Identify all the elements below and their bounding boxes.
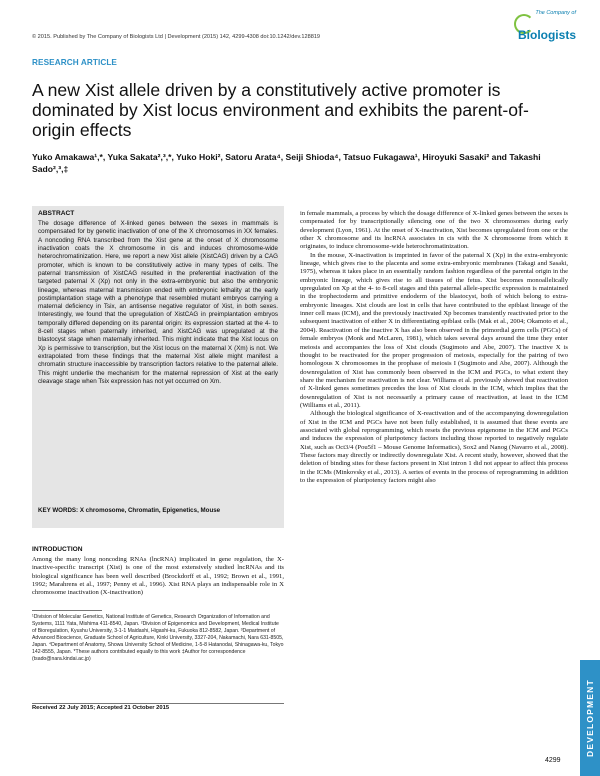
introduction-text: Among the many long noncoding RNAs (lncRNA) implicated in gene regulation, the X-inactive-specific transcript (Xist) is one of the most extensively studied lncRNAs and its biological significance has been well described (Brockdorff et al., 1992; Brown et al., 1991, 1992; Marahrens et al., 1997; Penny et al., 1996). Xist RNA plays an indispensable role in X chromosome inactivation (X-inactivation) xyxy=(32,556,284,597)
abstract-heading: ABSTRACT xyxy=(38,210,75,217)
logo-line-1: The Company of xyxy=(535,10,576,16)
affiliation-footnotes: ¹Division of Molecular Genetics, National Institute of Genetics, Research Organization of Information and Systems, 1111 Yata, Mishima 411-8540, Japan. ²Division of Epigenomics and Development, Medical Institute of Bioregulation, Kyushu University, 3-1-1 Maidashi, Higashi-ku, Fukuoka 812-8582, Japan. ³Department of Advanced Bioscience, Graduate School of Agriculture, Kinki University, 3327-204, Nakamachi, Nara 631-8505, Japan. ⁴Department of Anatomy, Showa University School of Medicine, 1-5-8 Hatanodai, Shinagawa-ku, Tokyo 142-8555, Japan. *These authors contributed equally to this work ‡Author for correspondence (tsado@nara.kindai.ac.jp) xyxy=(32,614,284,663)
journal-side-label: DEVELOPMENT xyxy=(585,679,595,757)
logo-line-2: Biologists xyxy=(517,28,576,42)
publisher-logo xyxy=(514,8,576,42)
page-number: 4299 xyxy=(545,757,561,764)
body-right-column xyxy=(300,210,568,485)
received-dates: Received 22 July 2015; Accepted 21 October 2015 xyxy=(32,705,170,711)
body-paragraph: Although the biological significance of X-reactivation and of the accompanying downregulation of Xist in the ICM and PGCs have not been fully established, it is assumed that these events are associated with global reprogramming, which resets the previous epigenome in the ICM and PGCs and induces the expression of pluripotency factors including those reported to negatively regulate Xist, such as Oct3/4 (Pou5f1 – Mouse Genome Informatics), Sox2 and Nanog (Navarro et al., 2008). These factors may directly or indirectly downregulate Xist. A recent study, however, showed that the deletion of binding sites for these factors present in Xist intron 1 did not appear to affect this process in the ICMs (Minkovsky et al., 2013). A series of events in the process of reprogramming in addition to the expression of pluripotency factors might also xyxy=(300,410,568,484)
introduction-heading: INTRODUCTION xyxy=(32,546,83,553)
keywords: KEY WORDS: X chromosome, Chromatin, Epigenetics, Mouse xyxy=(38,507,221,514)
author-list: Yuko Amakawa¹,*, Yuka Sakata²,³,*, Yuko Hoki², Satoru Arata⁴, Seiji Shioda⁴, Tatsuo Fukagawa¹, Hiroyuki Sasaki² and Takashi Sado²,³,‡ xyxy=(32,152,541,174)
body-paragraph: in female mammals, a process by which the dosage difference of X-linked genes between the sexes is compensated for by transcriptionally silencing one of the two X chromosomes during early development (Lyon, 1961). At the onset of X-inactivation, Xist becomes upregulated from one or the other X chromosome and its lncRNA associates in cis with the X chromosome from which it originates, to induce chromosome-wide heterochromatinization. xyxy=(300,210,568,251)
footnote-divider xyxy=(32,610,102,611)
article-title: A new Xist allele driven by a constitutively active promoter is dominated by Xist locus environment and exhibits the parent-of-origin effects xyxy=(32,80,529,140)
body-paragraph: In the mouse, X-inactivation is imprinted in favor of the paternal X (Xp) in the extra-embryonic lineage, which gives rise to the placenta and some extra-embryonic membranes (Takagi and Sasaki, 1975), whereas it takes place in an essentially random fashion regardless of the parental origin in the embryonic lineage, which gives rise to all tissues of the fetus. Xist becomes monoallelically upregulated on Xp at the 4- to 8-cell stages and this paternal allele-specific expression is maintained in the trophectoderm and primitive endoderm of the blastocyst, both of which belong to extra-embryonic lineages. Xist clouds are lost in cells that have contributed to the epiblast lineage of the inner cell mass (ICM), and the previously inactivated Xp becomes transiently reactivated prior to the subsequent inactivation of either X in differentiating epiblast cells (Mak et al., 2004; Okamoto et al., 2004). Reactivation of the inactive X has also been observed in the primordial germ cells (PGCs) of female embryos (Monk and McLaren, 1981), which takes several days around the time they enter meiosis and accompanies the loss of Xist clouds (Sugimoto and Abe, 2007). The inactive X is thought to be reactivated for the proper progression of meiosis, especially for the pairing of two homologous X chromosomes in the prophase of meiosis I (Sugimoto and Abe, 2007). Although the downregulation of Xist has commonly been observed in the ICM and PGCs, to what extent they share the mechanism for reactivation is not clear. Williams et al. previously showed that reactivation of X-linked genes sometimes precedes the loss of Xist clouds in the ICM, which implies that the downregulation of Xist is not necessarily a primary cause of reactivation, at least in the ICM (Williams et al., 2011). xyxy=(300,251,568,409)
article-type: RESEARCH ARTICLE xyxy=(32,58,117,67)
journal-citation: © 2015. Published by The Company of Biologists Ltd | Development (2015) 142, 4299-4308 doi:10.1242/dev.128819 xyxy=(32,34,321,40)
abstract-text: The dosage difference of X-linked genes between the sexes in mammals is compensated for by genetic inactivation of one of the X chromosomes in XX females. A noncoding RNA transcribed from the Xist gene at the onset of X chromosome inactivation coats the X chromosome in cis and induces chromosome-wide heterochromatinization. Here, we report a new Xist allele (XistCAG) driven by a CAG promoter, which is known to be constitutively active in many types of cells. The paternal transmission of XistCAG resulted in the preferential inactivation of the targeted paternal X (Xp) not only in the extra-embryonic but also the embryonic lineage, whereas maternal transmission ended with embryonic lethality at the early postimplantation stage with a phenotype that resembled mutant embryos carrying a maternal deficiency in Tsix, an antisense negative regulator of Xist, in both sexes. Interestingly, we found that the upregulation of XistCAG in preimplantation embryos temporally differed depending on its parental origin: its expression started at the 4- to 8-cell stages when paternally inherited, and XistCAG was upregulated at the blastocyst stage when maternally inherited. This might indicate that the Xist locus on Xp is permissive to transcription, but the Xist locus on the maternal X (Xm) is not. We extrapolated from these findings that the maternal Xist allele might manifest a chromatin structure inaccessible by transcription factors relative to the paternal allele. This might underlie the mechanism for the maternal repression of Xist at the early cleavage stage when Tsix expression has not yet occurred on Xm. xyxy=(38,220,278,385)
received-divider xyxy=(32,703,284,704)
